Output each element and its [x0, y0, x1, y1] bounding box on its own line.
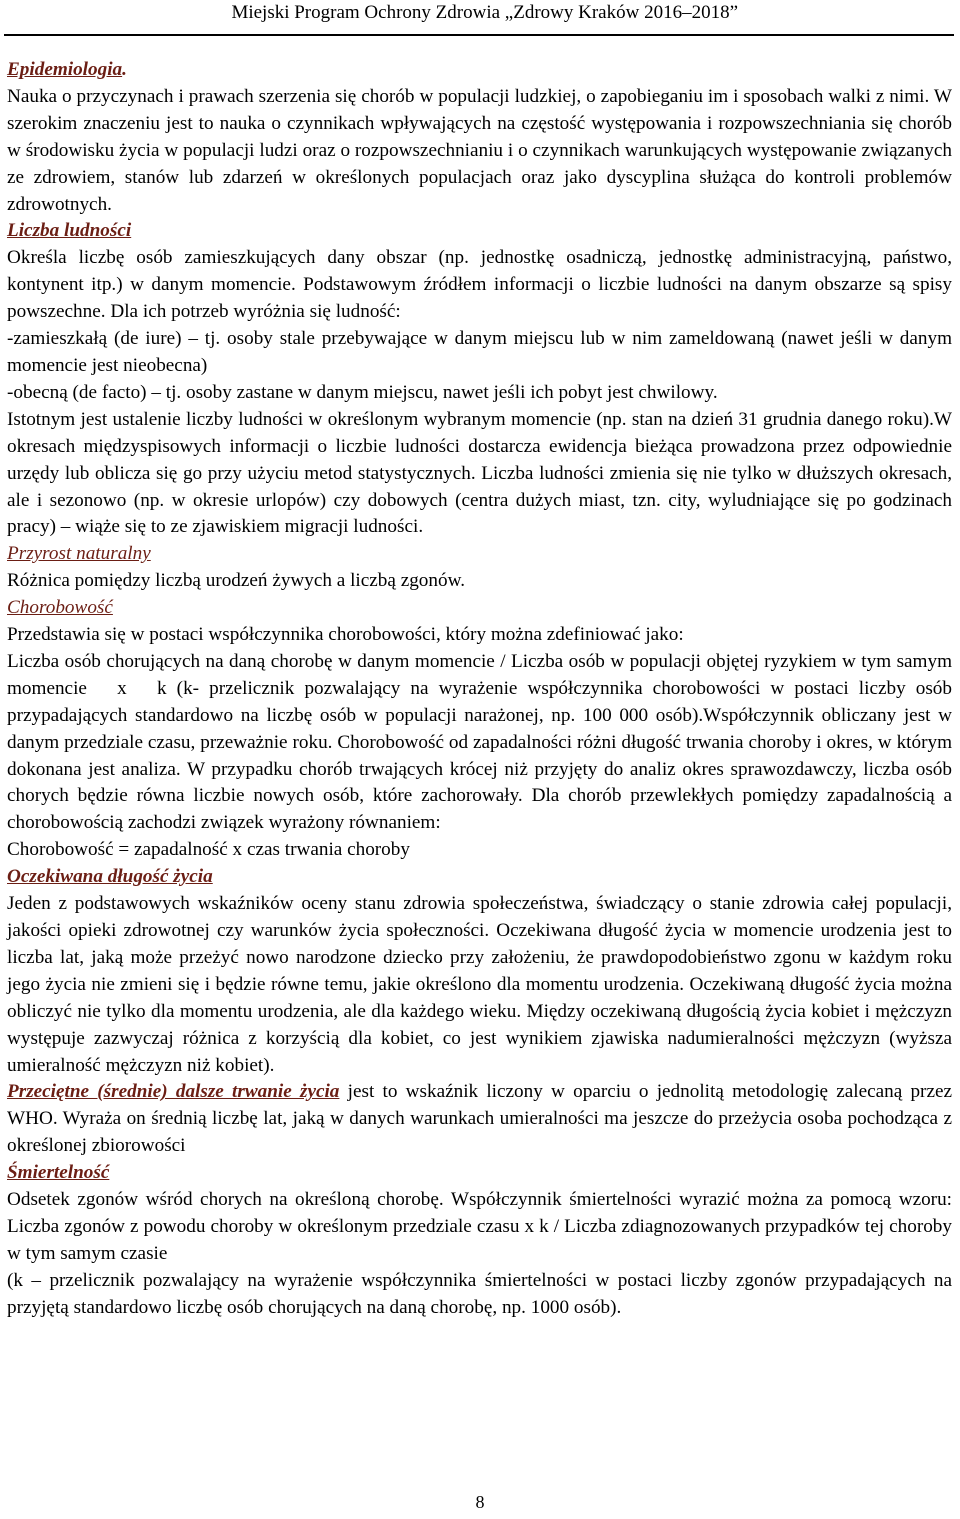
smiertelnosc-p1: Odsetek zgonów wśród chorych na określoną chorobę. Współczynnik śmiertelności wyrazić można za pomocą wzoru: Liczba zgonów z powodu choroby w określonym przedziale czasu x k / Liczba zdiagnozowanych przypadków tej choroby w tym samym czasie: [7, 1189, 952, 1264]
heading-przecietne: Przeciętne (średnie) dalsze trwanie życia: [7, 1081, 340, 1103]
document-body: [7, 57, 957, 1322]
running-header: Miejski Program Ochrony Zdrowia „Zdrowy Kraków 2016–2018”: [231, 2, 738, 23]
liczba-ludnosci-p2: -zamieszkałą (de iure) – tj. osoby stale przebywające w danym miejscu lub w nim zameldowaną (nawet jeśli w danym momencie jest nieobecna): [7, 328, 952, 376]
heading-oczekiwana: Oczekiwana długość życia: [7, 866, 213, 888]
epidemiologia-text: Nauka o przyczynach i prawach szerzenia się chorób w populacji ludzkiej, o zapobieganiu im i sposobach walki z nimi. W szerokim znaczeniu jest to nauka o czynnikach wpływających na częstość występowania i rozpowszechniania się chorób w środowisku życia w populacji ludzi oraz o rozpowszechnianiu i o czynnikach warunkujących występowanie związanych ze zdrowiem, stanów lub zdarzeń w określonych populacjach oraz jako dyscyplina służąca do kontroli problemów zdrowotnych.: [7, 85, 952, 215]
przyrost-text: Różnica pomiędzy liczbą urodzeń żywych a liczbą zgonów.: [7, 570, 465, 592]
heading-chorobowosc: Chorobowość: [7, 597, 113, 619]
heading-liczba-ludnosci: Liczba ludności: [7, 220, 132, 242]
liczba-ludnosci-p4: Istotnym jest ustalenie liczby ludności w określonym wybranym momencie (np. stan na dzień 31 grudnia danego roku).W okresach międzyspisowych informacji o liczbie ludności dostarcza ewidencja bieżąca prowadzona przez odpowiednie urzędy lub oblicza się go przy użyciu metod statystycznych. Liczba ludności zmienia się nie tylko w dłuższych okresach, ale i sezonowo (np. w okresie urlopów) czy dobowych (centra dużych miast, tzn. city, wyludniające się po godzinach pracy) – wiąże się to ze zjawiskiem migracji ludności.: [7, 408, 952, 538]
chorobowosc-p2: Liczba osób chorujących na daną chorobę w danym momencie / Liczba osób w populacji objętej ryzykiem w tym samym momencie x k (k- przelicznik pozwalający na wyrażenie współczynnika chorobowości w postaci liczby osób przypadających standardowo na liczbę osób w populacji narażonej, np. 100 000 osób).Współczynnik obliczany jest w danym przedziale czasu, przeważnie roku. Chorobowość od zapadalności różni długość trwania choroby i okres, w którym dokonana jest analiza. W przypadku chorób trwających krócej niż przyjęty do analiz okres sprawozdawczy, liczba osób chorych będzie równa liczbie nowych osób, które zachorowały. Dla chorób przewlekłych pomiędzy zapadalnością a chorobowością zachodzi związek wyrażony równaniem:: [7, 650, 957, 834]
liczba-ludnosci-p1: Określa liczbę osób zamieszkujących dany obszar (np. jednostkę osadniczą, jednostkę administracyjną, państwo, kontynent itp.) w danym momencie. Podstawowym źródłem informacji o liczbie ludności na danym obszarze są spisy powszechne. Dla ich potrzeb wyróżnia się ludność:: [7, 247, 952, 323]
header-rule: [4, 34, 954, 36]
przecietne-text: jest to wskaźnik liczony w oparciu o jednolitą metodologię zalecaną przez WHO. Wyraża on średnią liczbę lat, jaką w danych warunkach umieralności ma jeszcze do przeżycia osoba pochodząca z określonej zbiorowości: [7, 1081, 952, 1157]
przecietne-paragraph: [7, 1079, 952, 1160]
liczba-ludnosci-p3: -obecną (de facto) – tj. osoby zastane w danym miejscu, nawet jeśli ich pobyt jest chwilowy.: [7, 381, 718, 403]
chorobowosc-formula: Chorobowość = zapadalność x czas trwania choroby: [7, 839, 410, 861]
heading-przyrost: Przyrost naturalny: [7, 543, 151, 565]
chorobowosc-p1: Przedstawia się w postaci współczynnika chorobowości, który można zdefiniować jako:: [7, 624, 684, 646]
heading-smiertelnosc: Śmiertelność: [7, 1162, 110, 1184]
oczekiwana-text: Jeden z podstawowych wskaźników oceny stanu zdrowia społeczeństwa, świadczący o stanie zdrowia całej populacji, jakości opieki zdrowotnej czy warunków życia społeczności. Oczekiwana długość życia w momencie urodzenia jest to liczba lat, jaką może przeżyć nowo narodzone dziecko przy założeniu, że prawdopodobieństwo zgonu w każdym roku jego życia nie zmieni się i będzie równe temu, jakie określono dla momentu urodzenia. Oczekiwaną długość życia można obliczyć nie tylko dla momentu urodzenia, ale dla każdego wieku. Między oczekiwaną długością życia kobiet i mężczyzn występuje zazwyczaj różnica z korzyścią dla kobiet, co jest wynikiem zjawiska nadumieralności mężczyzn (wyższa umieralność mężczyzn niż kobiet).: [7, 893, 952, 1076]
heading-epidemiologia: Epidemiologia.: [7, 59, 127, 80]
smiertelnosc-p2: (k – przelicznik pozwalający na wyrażenie współczynnika śmiertelności w postaci liczby zgonów przypadających na przyjętą standardowo liczbę osób chorujących na daną chorobę, np. 1000 osób).: [7, 1269, 952, 1318]
page-number: 8: [475, 1492, 485, 1512]
